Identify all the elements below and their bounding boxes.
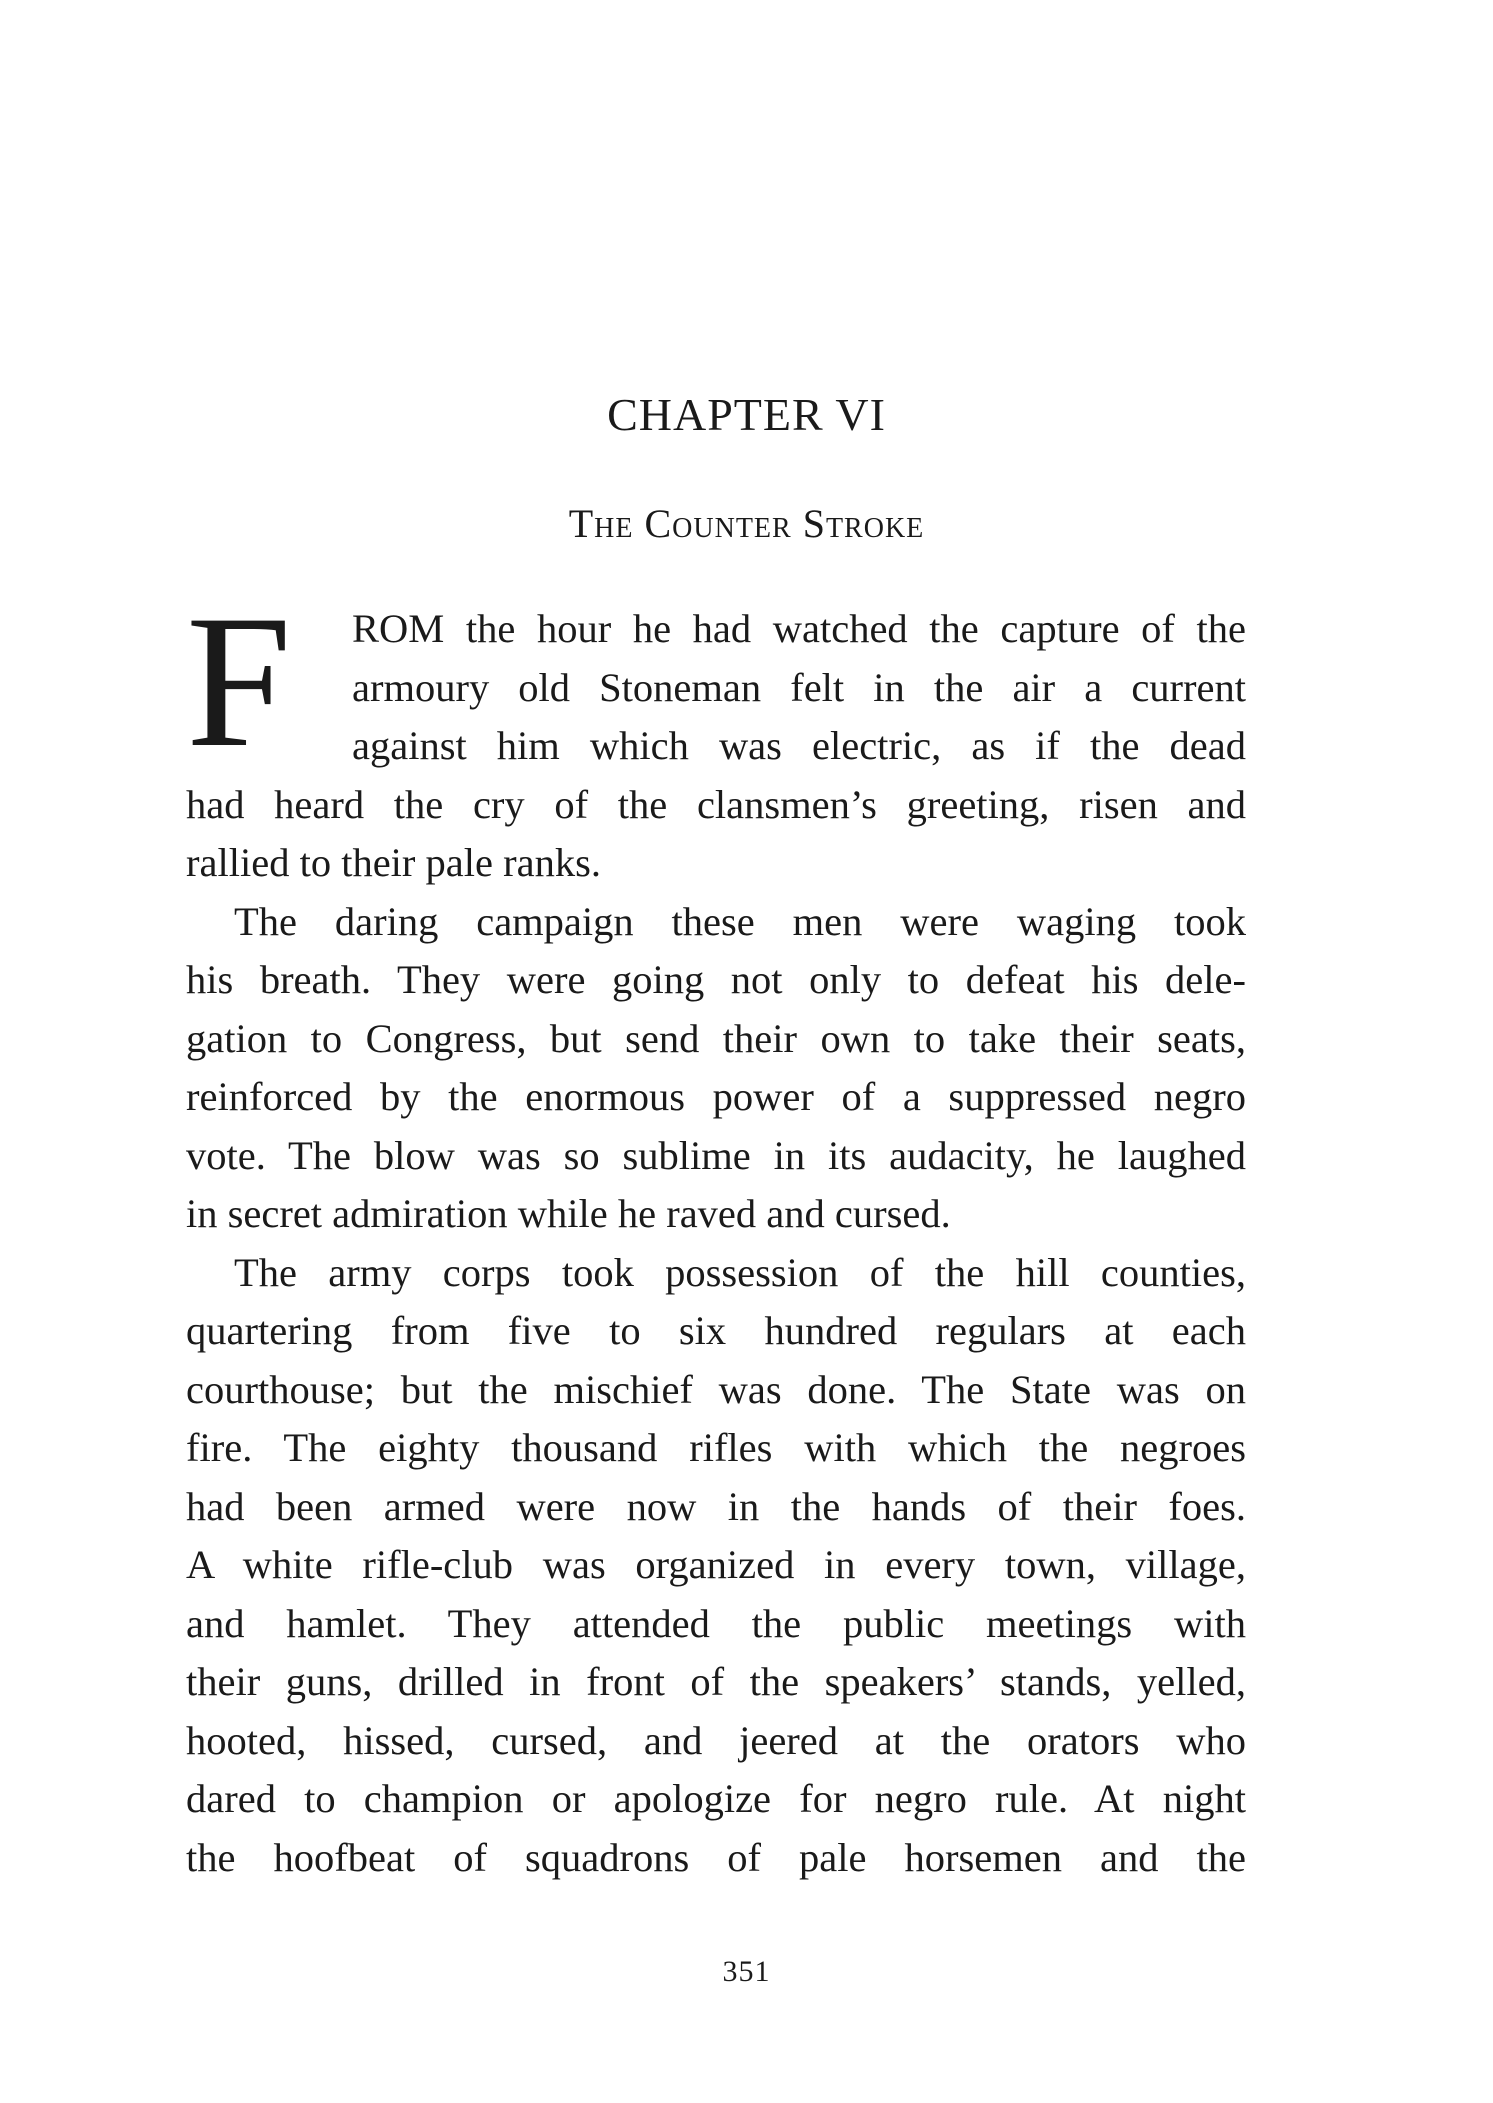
text-line: dared to champion or apologize for negro rule. At night [186, 1776, 1246, 1821]
text-line: armoury old Stoneman felt in the air a current [352, 664, 1246, 710]
text-line: hooted, hissed, cursed, and jeered at the orators who [186, 1717, 1246, 1763]
page-number: 351 [722, 1955, 771, 1988]
text-line: vote. The blow was so sublime in its audacity, he laughed [186, 1132, 1246, 1178]
text-line: gation to Congress, but send their own to take their seats, [186, 1015, 1246, 1061]
text-line: A white rifle-club was organized in every town, village, [186, 1542, 1246, 1587]
text-line: courthouse; but the mischief was done. The State was on [186, 1366, 1246, 1412]
text-line: quartering from five to six hundred regulars at each [186, 1308, 1246, 1353]
chapter-number: CHAPTER VI [607, 389, 886, 440]
text-line: his breath. They were going not only to defeat his dele- [186, 957, 1246, 1002]
text-line: The army corps took possession of the hill counties, [234, 1249, 1246, 1295]
chapter-title: The Counter Stroke [568, 501, 925, 546]
text-line: had been armed were now in the hands of their foes. [186, 1483, 1246, 1529]
text-line: fire. The eighty thousand rifles with which the negroes [186, 1425, 1246, 1470]
drop-cap-initial: F [186, 598, 292, 766]
text-line: their guns, drilled in front of the speakers’ stands, yelled, [186, 1659, 1246, 1704]
text-line: reinforced by the enormous power of a suppressed negro [186, 1074, 1246, 1119]
text-line: ROM the hour he had watched the capture of the [352, 606, 1246, 651]
text-line: had heard the cry of the clansmen’s greeting, risen and [186, 781, 1246, 827]
text-line: in secret admiration while he raved and cursed. [186, 1191, 951, 1236]
text-line: and hamlet. They attended the public meetings with [186, 1600, 1246, 1646]
text-line: The daring campaign these men were waging took [234, 898, 1246, 944]
text-line: against him which was electric, as if the dead [352, 723, 1246, 768]
text-line: rallied to their pale ranks. [186, 840, 601, 885]
body-text [186, 600, 1246, 1887]
text-line: the hoofbeat of squadrons of pale horsemen and the [186, 1834, 1246, 1880]
